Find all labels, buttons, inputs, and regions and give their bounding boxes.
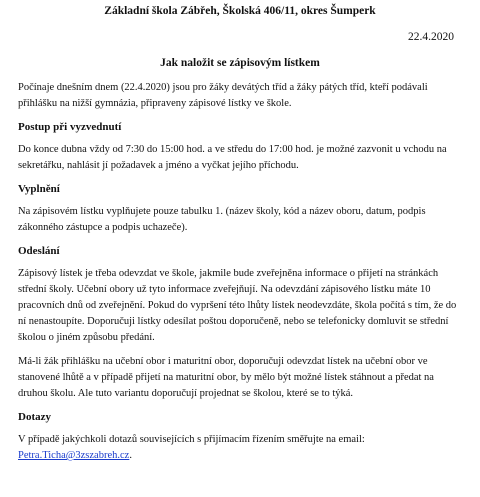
email-suffix: . [129,450,132,461]
section-text-submission-1: Zápisový lístek je třeba odevzdat ve škole, jakmile bude zveřejněna informace o přijetí na stránkách střední školy. Učební obory už tyto informace zveřejňují. Na odevzdání zápisového lístku máte 10 pracovních dnů od zveřejnění. Pokud do vypršení této lhůty lístek neodevzdáte, škola počítá s tím, že do ní nenastoupíte. Doporučuji lístky odesílat poštou doporučeně, nebo se telefonicky domluvit se střední školou o jiném způsobu předání. [18,268,457,343]
document-title: Jak naložit se zápisovým lístkem [160,57,320,69]
section-heading-pickup: Postup při vyzvednutí [18,121,122,133]
document-date: 22.4.2020 [408,31,454,43]
section-text-filling: Na zápisovém lístku vyplňujete pouze tabulku 1. (název školy, kód a název oboru, datum, podpis zákonného zástupce a podpis uchazeče). [18,206,426,233]
section-heading-filling: Vyplnění [18,183,60,195]
document-body [18,80,464,464]
section-text-pickup: Do konce dubna vždy od 7:30 do 15:00 hod. a ve středu do 17:00 hod. je možné zazvonit u vchodu na sekretářku, nahlásit jí požadavek a jméno a vyčkat jejího příchodu. [18,144,447,171]
section-heading-questions: Dotazy [18,411,51,423]
section-heading-submission: Odeslání [18,245,60,257]
intro-paragraph: Počínaje dnešním dnem (22.4.2020) jsou pro žáky devátých tříd a žáky pátých tříd, kteří podávali přihlášku na nižší gymnázia, připraveny zápisové lístky ve škole. [18,82,428,109]
email-link[interactable]: Petra.Ticha@3zszabreh.cz [18,450,130,461]
section-text-submission-2: Má-li žák přihlášku na učební obor i maturitní obor, doporučuji odevzdat lístek na učební obor ve stanovené lhůtě a v případě přijetí na maturitní obor, by mělo být možné lístek stáhnout a předat na druhou školu. Ale tuto variantu doporučují projednat se školou, které se to týká. [18,356,434,399]
contact-paragraph [18,432,464,464]
school-header: Základní škola Zábřeh, Školská 406/11, okres Šumperk [104,5,376,17]
contact-text: V případě jakýchkoli dotazů souvisejících s přijímacím řízením směřujte na email: [18,434,365,445]
